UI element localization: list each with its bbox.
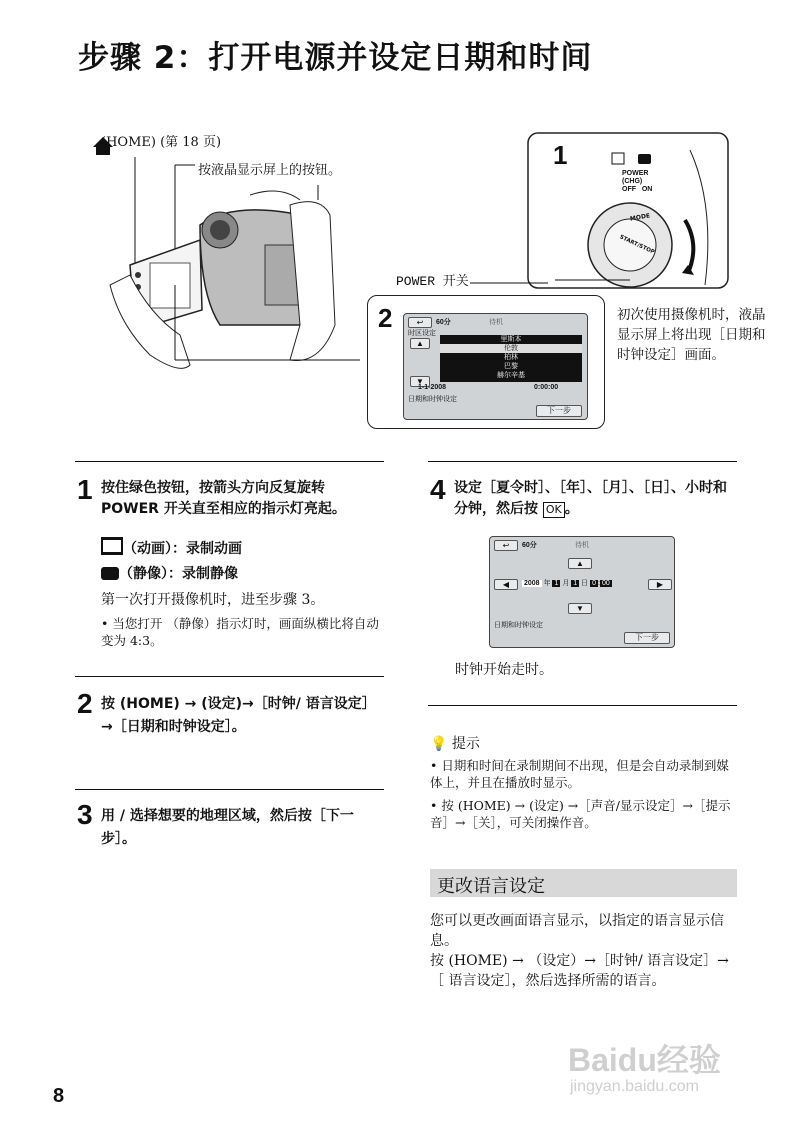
section-title: 更改语言设定 (437, 876, 545, 897)
next-button[interactable]: 下一步 (624, 632, 670, 644)
divider (428, 705, 737, 706)
increment-button[interactable]: ▲ (568, 558, 592, 569)
battery-indicator: 60分 (436, 319, 451, 326)
timezone-screen (403, 313, 588, 420)
year-field[interactable]: 2008 (524, 580, 540, 587)
region-list[interactable]: 里斯本 伦敦 柏林 巴黎 赫尔辛基 (440, 335, 582, 382)
scroll-down-button[interactable]: ▼ (410, 376, 430, 387)
step4-number: 4 (430, 474, 446, 505)
step1-text: 按住绿色按钮，按箭头方向反复旋转 POWER 开关直至相应的指示灯亮起。 (101, 480, 346, 517)
step1-number: 1 (77, 474, 93, 505)
battery-indicator: 60分 (522, 542, 537, 549)
mode-label: MODE (629, 212, 651, 223)
prev-field-button[interactable]: ◀ (494, 579, 518, 590)
side-note: 初次使用摄像机时，液晶显示屏上将出现［日期和时钟设定］画面。 (617, 307, 766, 363)
date-fields: 2008 年 1 月 1 日 0 : 00 (524, 580, 610, 587)
power-switch-labels: POWER (CHG) OFF ON (622, 170, 653, 193)
day-field[interactable]: 1 (573, 580, 578, 587)
ok-key: OK (543, 502, 565, 518)
status-text: 待机 (489, 319, 503, 326)
start-stop-label: START/STOP (618, 234, 656, 256)
still-mode: （静像）：录制静像 (101, 563, 238, 585)
hour-field[interactable]: 0 (592, 580, 597, 587)
lcd-note: 按液晶显示屏上的按钮。 (198, 163, 342, 178)
back-button[interactable]: ↩ (494, 540, 518, 551)
scroll-up-button[interactable]: ▲ (410, 338, 430, 349)
next-button[interactable]: 下一步 (536, 405, 582, 417)
lightbulb-icon: 💡 (430, 736, 448, 752)
back-button[interactable]: ↩ (408, 317, 432, 328)
movie-mode: （动画）：录制动画 (101, 537, 242, 560)
step2-text: 按 (HOME) → (设定)→［时钟/ 语言设定］→［日期和时钟设定］。 (101, 696, 376, 735)
step4-text: 设定［夏令时］、［年］、［月］、［日］、小时和分钟，然后按 OK 。 (454, 480, 727, 517)
step3-text: 用 / 选择想要的地理区域，然后按［下一步］。 (101, 808, 354, 847)
film-icon (101, 537, 123, 555)
power-switch-label: POWER 开关 (396, 274, 469, 289)
screen-time: 0:00:00 (534, 384, 559, 391)
step3-number: 3 (77, 799, 93, 830)
divider (428, 461, 737, 462)
watermark-brand: Baidu经验 (568, 1042, 721, 1078)
clock-start-note: 时钟开始走时。 (455, 662, 553, 678)
decrement-button[interactable]: ▼ (568, 603, 592, 614)
status-text: 待机 (575, 542, 589, 549)
screen-header: 时区设定 (408, 330, 436, 337)
date-time-screen (489, 536, 675, 648)
page-number: 8 (53, 1085, 65, 1107)
divider (75, 676, 384, 677)
watermark-url: jingyan.baidu.com (570, 1078, 699, 1095)
screen-footer: 日期和时钟设定 (494, 622, 543, 629)
list-item: • 按 (HOME) → (设定) →［声音/显示设定］→［提示音］→［关］，可关闭操作音。 (430, 798, 731, 830)
step1-bullet: • 当您打开 （静像）指示灯时，画面纵横比将自动变为 4:3。 (101, 616, 379, 648)
language-text: 您可以更改画面语言显示，以指定的语言显示信息。 按 (HOME) → （设定）→［时钟/ 语言设定］→［ 语言设定］，然后选择所需的语言。 (430, 913, 729, 989)
list-item: • 日期和时间在录制期间不出现，但是会自动录制到媒体上，并且在播放时显示。 (430, 758, 729, 790)
tips-heading: 💡 提示 (430, 736, 480, 752)
callout-2: 2 (378, 303, 393, 333)
home-note: (HOME) (第 18 页) (101, 135, 222, 150)
step2-number: 2 (77, 688, 93, 719)
month-field[interactable]: 1 (554, 580, 559, 587)
divider (75, 789, 384, 790)
page-title: 步骤 2：打开电源并设定日期和时间 (78, 40, 593, 76)
camera-icon (101, 567, 119, 580)
divider (75, 461, 384, 462)
first-time-note: 第一次打开摄像机时，进至步骤 3。 (101, 592, 325, 608)
minute-field[interactable]: 00 (601, 580, 610, 587)
screen-footer: 日期和时钟设定 (408, 396, 457, 403)
callout-1: 1 (553, 140, 568, 170)
screen-date: 1-1-2008 (418, 384, 447, 391)
next-field-button[interactable]: ▶ (648, 579, 672, 590)
tips-list (430, 757, 737, 831)
